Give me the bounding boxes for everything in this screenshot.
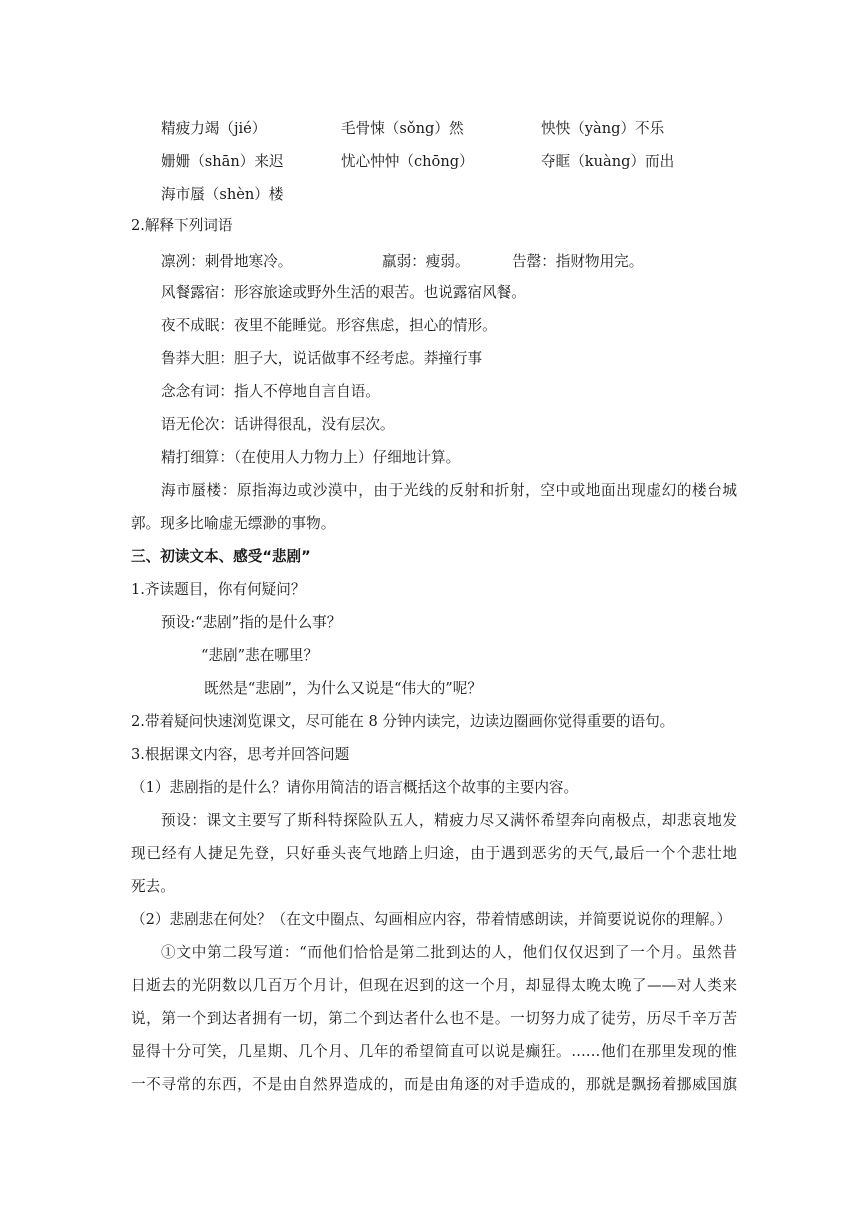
quote-line: ①文中第二段写道：“而他们恰恰是第二批到达的人，他们仅仅迟到了一个月。虽然昔 [161,944,737,961]
definition: 告罄：指财物用完。 [512,253,644,270]
definition: 夜不成眠：夜里不能睡觉。形容焦虑，担心的情形。 [161,317,497,334]
definition-continuation: 郭。现多比喻虚无缥渺的事物。 [131,515,336,532]
definition: 海市蜃楼：原指海边或沙漠中，由于光线的反射和折射，空中或地面出现虚幻的楼台城 [161,482,737,499]
definition: 语无伦次：话讲得很乱，没有层次。 [161,416,395,433]
quote-line: 日逝去的光阴数以几百万个月计，但现在迟到的这一个月，却显得太晚太晚了——对人类来 [131,977,737,994]
question: 3.根据课文内容，思考并回答问题 [131,746,350,763]
pinyin-term: 忧心忡忡（chōng） [341,153,474,170]
quote-line: 显得十分可笑，几星期、几个月、几年的希望简直可以说是癫狂。……他们在那里发现的惟 [131,1043,737,1060]
definition: 鲁莽大胆：胆子大，说话做事不经考虑。莽撞行事 [161,350,483,367]
quote-line: 说，第一个到达者拥有一切，第二个到达者什么也不是。一切努力成了徒劳，历尽千辛万苦 [131,1010,737,1027]
pinyin-term: 姗姗（shān）来迟 [161,153,284,170]
section-heading: 三、初读文本、感受“悲剧” [131,548,311,565]
preset-answer: 既然是“悲剧”，为什么又说是“伟大的”呢？ [204,680,482,697]
sub-question: （2）悲剧悲在何处？（在文中圈点、勾画相应内容，带着情感朗读，并简要说说你的理解。） [131,911,732,928]
definition: 念念有词：指人不停地自言自语。 [161,383,380,400]
answer-line: 现已经有人捷足先登，只好垂头丧气地踏上归途，由于遇到恶劣的天气,最后一个个悲壮地 [131,845,737,862]
section-heading: 2.解释下列词语 [131,217,233,234]
sub-question: （1）悲剧指的是什么？请你用简洁的语言概括这个故事的主要内容。 [131,779,579,796]
definition: 凛冽：刺骨地寒冷。 [161,253,293,270]
quote-line: 一不寻常的东西，不是由自然界造成的，而是由角逐的对手造成的，那就是飘扬着挪威国旗 [131,1076,737,1093]
question: 2.带着疑问快速浏览课文，尽可能在 8 分钟内读完，边读边圈画你觉得重要的语句。 [131,713,675,730]
definition: 羸弱：瘦弱。 [382,253,470,270]
pinyin-term: 海市蜃（shèn）楼 [161,186,284,203]
pinyin-term: 夺眶（kuàng）而出 [541,153,675,170]
definition: 精打细算：（在使用人力物力上）仔细地计算。 [161,449,461,466]
answer-line: 死去。 [131,878,175,895]
definition: 风餐露宿：形容旅途或野外生活的艰苦。也说露宿风餐。 [161,284,526,301]
preset-answer: “悲剧”悲在哪里？ [201,647,319,664]
question: 1.齐读题目，你有何疑问？ [131,581,306,598]
pinyin-term: 精疲力竭（jié） [161,120,267,137]
pinyin-term: 怏怏（yàng）不乐 [541,120,665,137]
preset-answer: 预设:“悲剧”指的是什么事？ [161,614,342,631]
answer-line: 预设：课文主要写了斯科特探险队五人，精疲力尽又满怀希望奔向南极点，却悲哀地发 [161,812,737,829]
pinyin-term: 毛骨悚（sǒng）然 [341,120,464,137]
